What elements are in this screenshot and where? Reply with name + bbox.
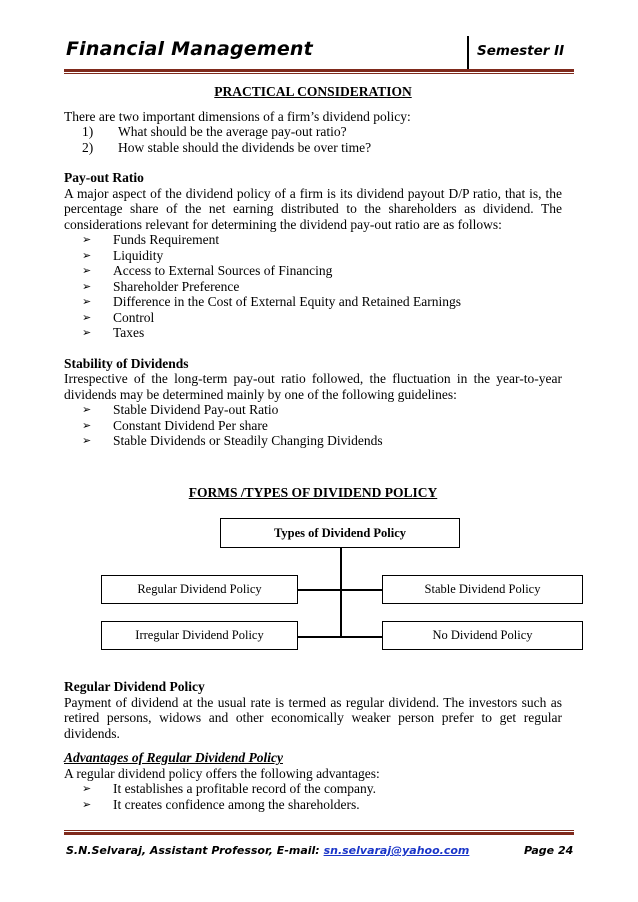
page-content (64, 84, 562, 449)
list-item (64, 294, 562, 310)
arrow-bullet-icon: ➢ (82, 326, 92, 339)
advantages-heading: Advantages of Regular Dividend Policy (64, 750, 283, 765)
footer-page-number: Page 24 (524, 844, 574, 857)
arrow-bullet-icon: ➢ (82, 797, 92, 811)
list-item-text: Stable Dividend Pay-out Ratio (113, 402, 279, 417)
list-item (64, 797, 562, 813)
arrow-bullet-icon: ➢ (82, 310, 92, 324)
list-item (64, 402, 562, 418)
header-semester: Semester II (477, 43, 565, 59)
list-item (64, 325, 562, 341)
list-number: 2) (82, 139, 94, 155)
list-item-text: Access to External Sources of Financing (113, 263, 333, 278)
arrow-bullet-icon: ➢ (82, 782, 92, 795)
arrow-bullet-icon: ➢ (82, 434, 92, 447)
diagram-connector-vertical (340, 548, 342, 637)
header-rule-thin (64, 73, 574, 74)
diagram-root-box: Types of Dividend Policy (220, 518, 460, 548)
arrow-bullet-icon: ➢ (82, 295, 92, 308)
list-item (64, 140, 562, 156)
arrow-bullet-icon: ➢ (82, 418, 92, 432)
diagram-box-no-dividend: No Dividend Policy (382, 621, 583, 650)
payout-paragraph: A major aspect of the dividend policy of a firm is its dividend payout D/P ratio, that is, the percentage share of the net earning distributed to the shareholders as dividend. The considerations relevant for determining the dividend pay-out ratio are as follows: (64, 185, 562, 232)
list-number: 1) (82, 124, 94, 139)
list-item-text: How stable should the dividends be over time? (118, 139, 372, 155)
diagram-box-stable: Stable Dividend Policy (382, 575, 583, 604)
diagram-connector-bottom (298, 636, 382, 638)
list-item (64, 433, 562, 449)
list-item-text: Funds Requirement (113, 232, 220, 247)
list-item-text: Taxes (113, 325, 145, 340)
arrow-bullet-icon: ➢ (82, 279, 92, 293)
list-item-text: What should be the average pay-out ratio? (118, 124, 347, 139)
list-item-text: It establishes a profitable record of the company. (113, 781, 377, 796)
regular-policy-heading: Regular Dividend Policy (64, 679, 205, 694)
list-item (64, 781, 562, 797)
questions-list (64, 124, 562, 155)
advantages-list (64, 781, 562, 812)
footer-author-text: S.N.Selvaraj, Assistant Professor, E-mail: (66, 844, 320, 857)
list-item (64, 279, 562, 295)
list-item (64, 124, 562, 140)
payout-considerations-list (64, 232, 562, 341)
list-item-text: Constant Dividend Per share (113, 417, 268, 433)
arrow-bullet-icon: ➢ (82, 233, 92, 246)
list-item (64, 418, 562, 434)
footer-rule-thick (64, 832, 574, 835)
arrow-bullet-icon: ➢ (82, 264, 92, 277)
list-item-text: Stable Dividends or Steadily Changing Dividends (113, 433, 383, 448)
list-item-text: It creates confidence among the shareholders. (113, 796, 360, 812)
list-item-text: Difference in the Cost of External Equity and Retained Earnings (113, 294, 462, 309)
diagram-connector-top (298, 589, 382, 591)
regular-policy-section (64, 679, 562, 812)
intro-text: There are two important dimensions of a firm’s dividend policy: (64, 108, 411, 124)
arrow-bullet-icon: ➢ (82, 403, 92, 416)
stability-guidelines-list (64, 402, 562, 449)
stability-paragraph: Irrespective of the long-term pay-out ratio followed, the fluctuation in the year-to-year dividends may be determined mainly by one of the following guidelines: (64, 371, 562, 402)
footer-author (66, 844, 469, 857)
list-item (64, 263, 562, 279)
list-item-text: Liquidity (113, 247, 164, 263)
list-item-text: Shareholder Preference (113, 278, 240, 294)
section-heading-practical: PRACTICAL CONSIDERATION (214, 84, 412, 99)
list-item (64, 232, 562, 248)
arrow-bullet-icon: ➢ (82, 248, 92, 262)
payout-heading: Pay-out Ratio (64, 170, 144, 185)
header-divider (467, 36, 469, 70)
list-item-text: Control (113, 309, 155, 325)
advantages-intro: A regular dividend policy offers the following advantages: (64, 765, 380, 781)
list-item (64, 310, 562, 326)
forms-heading: FORMS /TYPES OF DIVIDEND POLICY (188, 485, 438, 500)
stability-heading: Stability of Dividends (64, 355, 189, 371)
header-rule-thick (64, 69, 574, 72)
diagram-box-regular: Regular Dividend Policy (101, 575, 298, 604)
list-item (64, 248, 562, 264)
regular-policy-paragraph: Payment of dividend at the usual rate is termed as regular dividend. The investors such as retired persons, widows and other economically weaker person prefer to get regular dividends. (64, 694, 562, 741)
footer-email-link[interactable]: sn.selvaraj@yahoo.com (323, 844, 470, 857)
diagram-box-irregular: Irregular Dividend Policy (101, 621, 298, 650)
footer-rule-thin (64, 830, 574, 831)
header-title: Financial Management (66, 38, 313, 60)
